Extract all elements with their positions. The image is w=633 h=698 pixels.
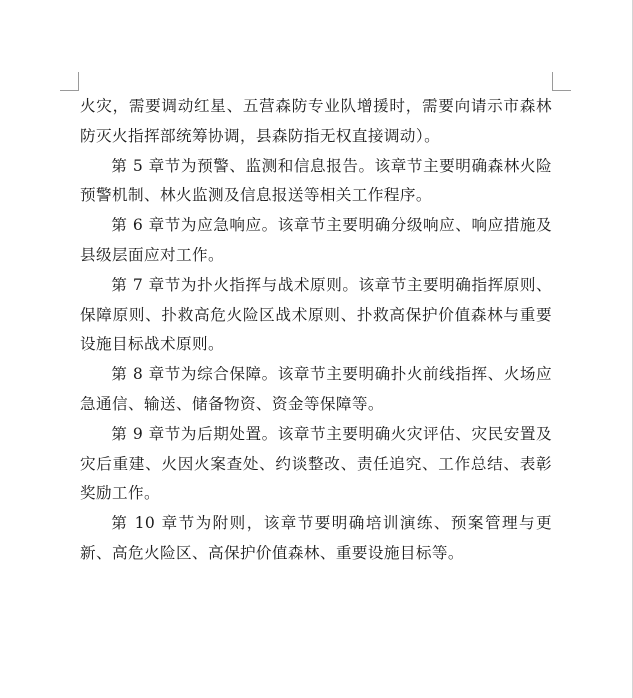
crop-mark-top-left bbox=[60, 90, 79, 91]
paragraph: 第 10 章节为附则，该章节要明确培训演练、预案管理与更新、高危火险区、高保护价值森林、重要设施目标等。 bbox=[80, 514, 552, 562]
crop-mark-top-left bbox=[78, 72, 79, 91]
paragraph: 第 8 章节为综合保障。该章节主要明确扑火前线指挥、火场应急通信、输送、储备物资、资金等保障等。 bbox=[80, 365, 552, 413]
crop-mark-top-right bbox=[552, 90, 571, 91]
paragraph: 第 5 章节为预警、监测和信息报告。该章节主要明确森林火险预警机制、林火监测及信息报送等相关工作程序。 bbox=[80, 156, 552, 205]
paragraph: 火灾，需要调动红星、五营森防专业队增援时，需要向请示市森林防灭火指挥部统筹协调，县森防指无权直接调动）。 bbox=[80, 97, 552, 145]
crop-mark-top-right bbox=[552, 72, 553, 91]
document-body[interactable] bbox=[80, 92, 552, 569]
paragraph: 第 9 章节为后期处置。该章节主要明确火灾评估、灾民安置及灾后重建、火因火案查处、约谈整改、责任追究、工作总结、表彰奖励工作。 bbox=[80, 424, 552, 503]
paragraph: 第 6 章节为应急响应。该章节主要明确分级响应、响应措施及县级层面应对工作。 bbox=[80, 216, 552, 264]
paragraph: 第 7 章节为扑火指挥与战术原则。该章节主要明确指挥原则、保障原则、扑救高危火险区战术原则、扑救高保护价值森林与重要设施目标战术原则。 bbox=[80, 275, 552, 354]
